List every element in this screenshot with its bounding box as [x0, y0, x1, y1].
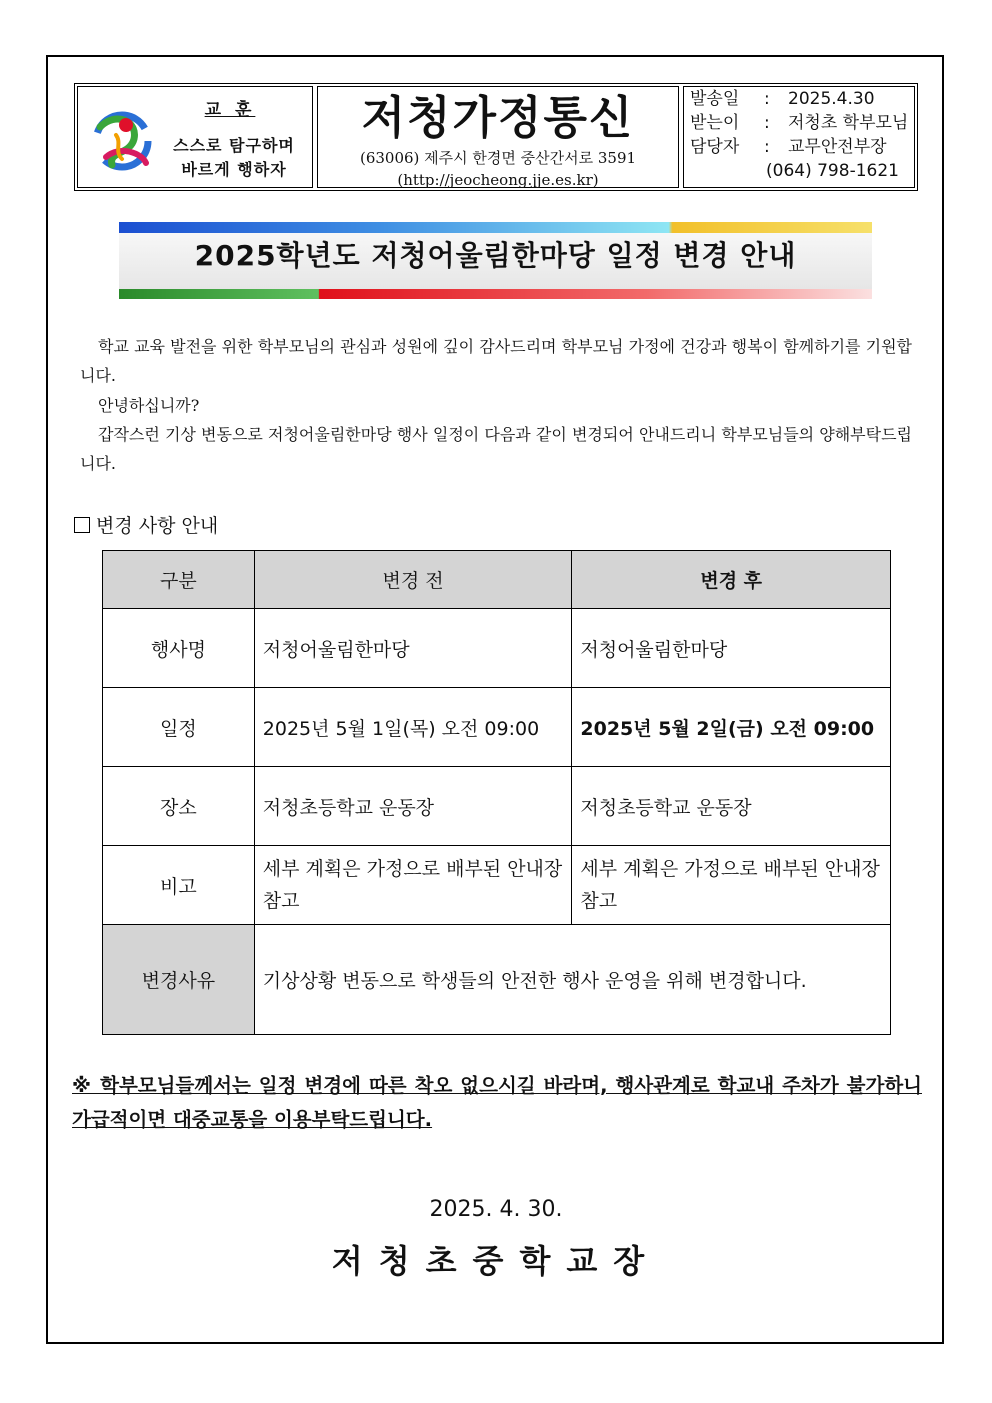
parking-notice: ※ 학부모님들께서는 일정 변경에 따른 착오 없으시길 바라며, 행사관계로 학교내 주차가 불가하니 가급적이면 대중교통을 이용부탁드립니다. — [72, 1074, 922, 1131]
greeting-paragraph: 학교 교육 발전을 위한 학부모님의 관심과 성원에 깊이 감사드리며 학부모님 가정에 건강과 행복이 함께하기를 기원합니다. — [80, 337, 912, 385]
header-category: 구분 — [103, 551, 255, 609]
separator: : — [764, 89, 770, 109]
before-value: 세부 계획은 가정으로 배부된 안내장 참고 — [254, 846, 572, 925]
school-motto-box — [77, 86, 313, 188]
row-label: 행사명 — [103, 609, 255, 688]
manager-label: 담당자 — [690, 137, 740, 157]
recipient-value: 저청초 학부모님 — [788, 113, 909, 133]
table-header-row — [103, 551, 891, 609]
manager-row — [684, 135, 914, 159]
issue-date-label: 발송일 — [690, 89, 740, 109]
after-value: 세부 계획은 가정으로 배부된 안내장 참고 — [572, 846, 891, 925]
after-value: 저청초등학교 운동장 — [572, 767, 891, 846]
issue-info-box — [683, 86, 915, 188]
table-row — [103, 846, 891, 925]
school-website: (http://jeocheong.jje.es.kr) — [397, 171, 599, 189]
row-label: 일정 — [103, 688, 255, 767]
announcement-paragraph: 갑작스런 기상 변동으로 저청어울림한마당 행사 일정이 다음과 같이 변경되어 안내드리니 학부모님들의 양해부탁드립니다. — [80, 425, 912, 473]
separator: : — [764, 137, 770, 157]
newsletter-header — [74, 83, 918, 191]
motto-title: 교 훈 — [204, 100, 256, 120]
before-value: 저청초등학교 운동장 — [254, 767, 572, 846]
greeting-line: 안녕하십니까? — [98, 396, 200, 415]
before-value: 저청어울림한마당 — [254, 609, 572, 688]
before-value: 2025년 5월 1일(목) 오전 09:00 — [254, 688, 572, 767]
title-banner — [119, 222, 872, 299]
recipient-row — [684, 111, 914, 135]
reason-row — [103, 925, 891, 1035]
section-title: 변경 사항 안내 — [96, 515, 219, 537]
issue-date-value: 2025.4.30 — [788, 89, 875, 109]
after-value: 2025년 5월 2일(금) 오전 09:00 — [572, 688, 891, 767]
motto-line-2: 바르게 행하자 — [181, 160, 287, 179]
reason-text: 기상상황 변동으로 학생들의 안전한 행사 운영을 위해 변경합니다. — [254, 925, 890, 1035]
newsletter-title-box — [317, 86, 679, 188]
reason-label: 변경사유 — [103, 925, 255, 1035]
school-address: (63006) 제주시 한경면 중산간서로 3591 — [359, 149, 637, 167]
separator: : — [764, 113, 770, 133]
change-table — [102, 550, 891, 1035]
school-emblem-icon — [86, 105, 158, 177]
issue-date: 2025. 4. 30. — [429, 1197, 563, 1222]
issue-date-row — [684, 87, 914, 111]
checkbox-icon — [74, 517, 90, 533]
motto-line-1: 스스로 탐구하며 — [173, 136, 295, 155]
section-heading — [74, 511, 218, 538]
manager-value: 교무안전부장 — [788, 137, 887, 157]
banner-bottom-stripe — [119, 289, 872, 299]
row-label: 비고 — [103, 846, 255, 925]
recipient-label: 받는이 — [690, 113, 740, 133]
header-before: 변경 전 — [254, 551, 572, 609]
newsletter-title: 저청가정통신 — [361, 91, 635, 144]
table-row — [103, 688, 891, 767]
document-title: 2025학년도 저청어울림한마당 일정 변경 안내 — [194, 239, 797, 272]
row-label: 장소 — [103, 767, 255, 846]
table-row — [103, 609, 891, 688]
phone-number: (064) 798-1621 — [766, 161, 899, 181]
banner-top-stripe — [119, 222, 872, 233]
after-value: 저청어울림한마당 — [572, 609, 891, 688]
header-after: 변경 후 — [572, 551, 891, 609]
principal-signature: 저청초중학교장 — [331, 1242, 661, 1280]
table-row — [103, 767, 891, 846]
